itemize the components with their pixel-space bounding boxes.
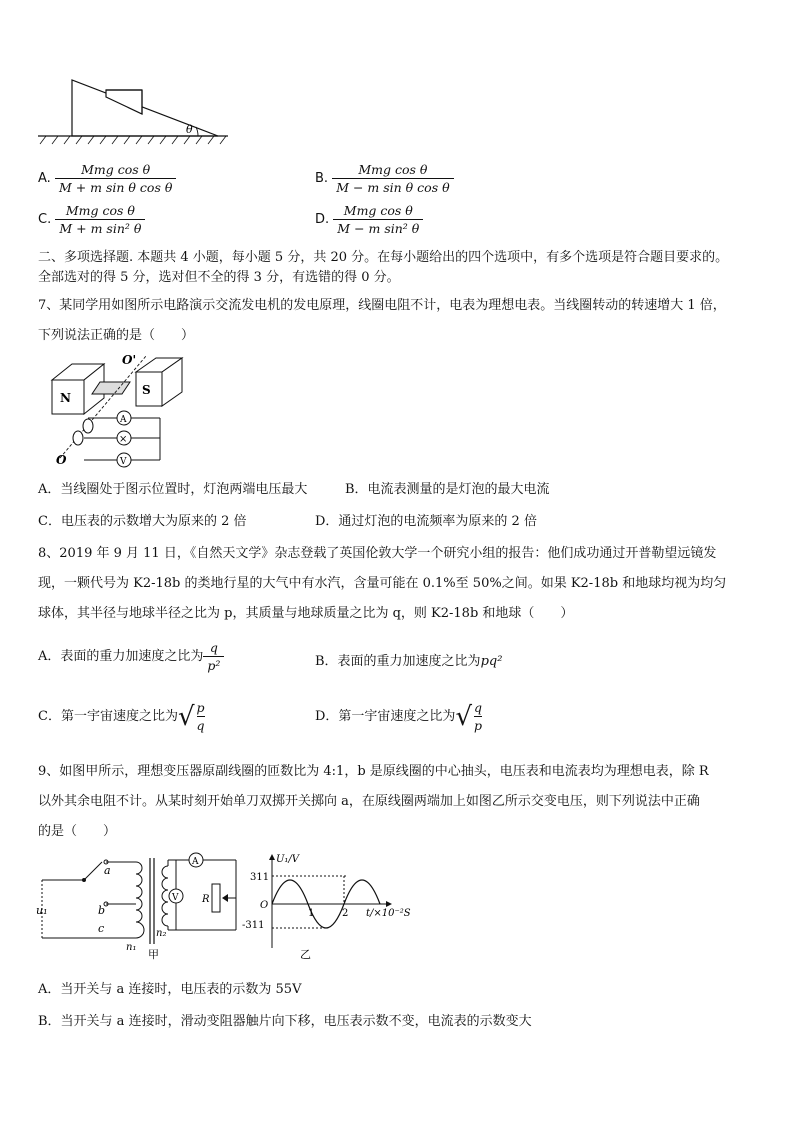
graph-ymax-label: 311: [250, 872, 270, 883]
q6-option-a-fraction: $\frac{\text{Mmg cos θ}}{\text{M + m sin θ cos θ}}$: [55, 162, 176, 195]
axis-top-label: O': [122, 353, 137, 367]
n2-label: n₂: [156, 928, 167, 939]
graph-ylabel: U₁/V: [276, 854, 300, 865]
q9-option-a[interactable]: A．当开关与 a 连接时，电压表的示数为 55V: [38, 982, 302, 997]
u1-label: u₁: [36, 904, 48, 917]
section2-line2: 全部选对的得 5 分，选对但不全的得 3 分，有选错的得 0 分。: [38, 270, 400, 285]
q6-option-c[interactable]: C. $\frac{\text{Mmg cos θ}}{\text{M + m sin² θ}}$: [38, 203, 145, 236]
q8-stem-line1: 8、2019 年 9 月 11 日，《自然天文学》杂志登载了英国伦敦大学一个研究小组的报告：他们成功通过开普勒望远镜发: [38, 546, 717, 561]
q9-voltmeter-label: V: [172, 893, 179, 903]
n-pole-label: N: [60, 391, 71, 405]
q9-stem-line3: 的是（ ）: [38, 824, 117, 839]
q7-stem-line2: 下列说法正确的是（ ）: [38, 328, 195, 343]
figure-jia-label: 甲: [148, 948, 159, 961]
theta-label: θ: [186, 123, 193, 136]
q8-option-a[interactable]: A．表面的重力加速度之比为 $\frac{q}{\text{p²}}$: [38, 640, 224, 673]
q8-option-d-sqrt: √ q p: [455, 700, 483, 733]
q9-option-b[interactable]: B．当开关与 a 连接时，滑动变阻器触片向下移，电压表示数不变，电流表的示数变大: [38, 1014, 532, 1029]
q9-stem-line2: 以外其余电阻不计。从某时刻开始单刀双掷开关掷向 a，在原线圈两端加上如图乙所示交变电压，则下列说法中正确: [38, 794, 700, 809]
voltmeter-label: V: [120, 457, 127, 467]
figure-yi-label: 乙: [300, 948, 311, 961]
q8-stem-line2: 现，一颗代号为 K2-18b 的类地行星的大气中有水汽，含量可能在 0.1%至 50%之间。如果 K2-18b 和地球均视为均匀: [38, 576, 727, 591]
q6-option-b-fraction: $\frac{\text{Mmg cos θ}}{\text{M − m sin θ cos θ}}$: [332, 162, 453, 195]
q7-option-d[interactable]: D．通过灯泡的电流频率为原来的 2 倍: [315, 514, 537, 529]
tap-a-label: a: [104, 864, 111, 877]
q6-option-d[interactable]: D. $\frac{\text{Mmg cos θ}}{\text{M − m sin² θ}}$: [315, 203, 423, 236]
graph-tick-2: 2: [342, 908, 349, 919]
q7-option-c[interactable]: C．电压表的示数增大为原来的 2 倍: [38, 514, 247, 529]
q8-option-b[interactable]: B．表面的重力加速度之比为pq²: [315, 654, 503, 669]
transformer-figure: [36, 852, 416, 962]
graph-ymin-label: -311: [242, 920, 265, 931]
section2-line1: 二、多项选择题. 本题共 4 小题，每小题 5 分，共 20 分。在每小题给出的四个选项中，有多个选项是符合题目要求的。: [38, 250, 729, 265]
tap-b-label: b: [98, 904, 106, 917]
q6-option-b[interactable]: B. $\frac{\text{Mmg cos θ}}{\text{M − m sin θ cos θ}}$: [315, 162, 454, 195]
q7-option-a[interactable]: A．当线圈处于图示位置时，灯泡两端电压最大: [38, 482, 308, 497]
generator-figure: [48, 352, 193, 468]
q7-option-b[interactable]: B．电流表测量的是灯泡的最大电流: [345, 482, 550, 497]
q6-option-a[interactable]: A. $\frac{\text{Mmg cos θ}}{\text{M + m sin θ cos θ}}$: [38, 162, 176, 195]
axis-bottom-label: O: [56, 453, 67, 467]
q8-option-a-fraction: $\frac{q}{\text{p²}}$: [203, 640, 224, 673]
resistor-label: R: [202, 894, 210, 905]
q8-option-d[interactable]: D．第一宇宙速度之比为 √ q p: [315, 700, 483, 733]
q8-stem-line3: 球体，其半径与地球半径之比为 p，其质量与地球质量之比为 q，则 K2-18b 和地球（ ）: [38, 606, 574, 621]
n1-label: n₁: [126, 942, 137, 953]
q6-option-c-fraction: $\frac{\text{Mmg cos θ}}{\text{M + m sin² θ}}$: [55, 203, 145, 236]
graph-origin-label: O: [260, 900, 269, 911]
q8-option-c[interactable]: C．第一宇宙速度之比为 √ p q: [38, 700, 205, 733]
lamp-label: ×: [119, 434, 128, 445]
s-pole-label: S: [142, 383, 151, 397]
graph-xlabel: t/×10⁻²S: [366, 908, 411, 919]
q8-option-c-sqrt: √ p q: [177, 700, 205, 733]
ammeter-label: A: [120, 415, 127, 425]
q7-stem-line1: 7、某同学用如图所示电路演示交流发电机的发电原理，线圈电阻不计，电表为理想电表。当线圈转动的转速增大 1 倍，: [38, 298, 726, 313]
q9-ammeter-label: A: [192, 857, 199, 867]
q9-stem-line1: 9、如图甲所示，理想变压器原副线圈的匝数比为 4:1，b 是原线圈的中心抽头，电压表和电流表均为理想电表，除 R: [38, 764, 709, 779]
tap-c-label: c: [98, 922, 105, 935]
graph-tick-1: 1: [308, 908, 315, 919]
q6-option-d-fraction: $\frac{\text{Mmg cos θ}}{\text{M − m sin² θ}}$: [333, 203, 423, 236]
incline-figure: [38, 74, 238, 146]
